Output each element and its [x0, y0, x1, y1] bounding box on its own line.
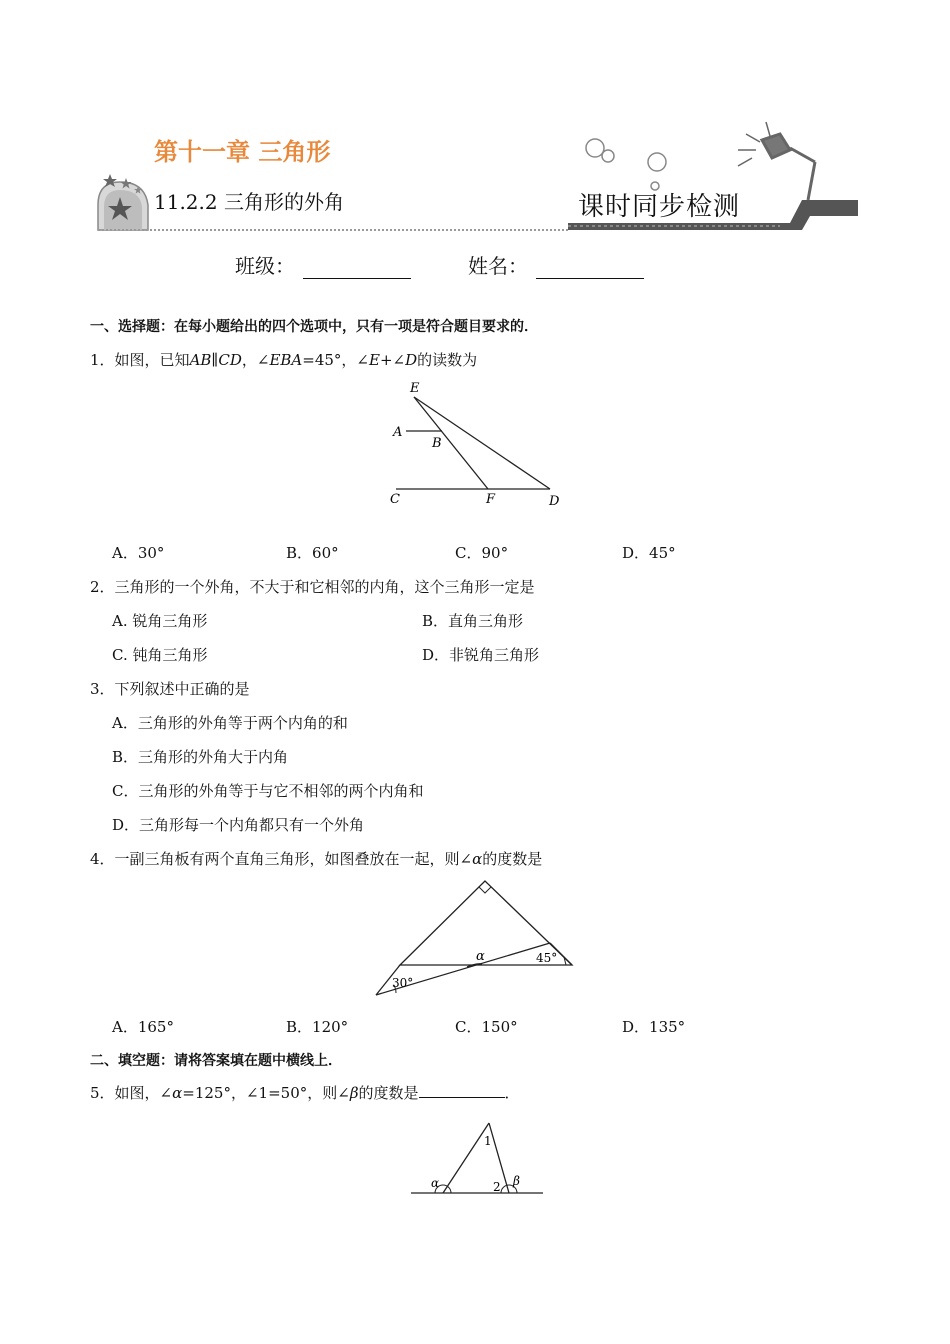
header-banner — [90, 110, 870, 240]
q3-option-c[interactable]: C．三角形的外角等于与它不相邻的两个内角和 — [112, 782, 424, 800]
q1-stem: 1．如图，已知AB∥CD，∠EBA=45°，∠E+∠D的读数为 — [90, 351, 478, 369]
class-field — [235, 250, 411, 279]
part2-heading: 二、填空题：请将答案填在题中横线上． — [90, 1053, 342, 1069]
label-1: 1 — [484, 1134, 492, 1148]
q1-figure — [380, 375, 580, 515]
q2-option-d[interactable]: D．非锐角三角形 — [422, 646, 540, 664]
name-blank[interactable] — [536, 260, 644, 279]
q4-option-b[interactable]: B．120° — [286, 1018, 349, 1036]
q4-stem: 4．一副三角板有两个直角三角形，如图叠放在一起，则∠α的度数是 — [90, 850, 543, 868]
q4-option-d[interactable]: D．135° — [622, 1018, 686, 1036]
name-field — [468, 250, 644, 279]
q4-option-c[interactable]: C．150° — [455, 1018, 518, 1036]
q3-option-b[interactable]: B．三角形的外角大于内角 — [112, 748, 289, 766]
label-B: B — [432, 436, 442, 451]
q4-option-a[interactable]: A．165° — [112, 1018, 174, 1036]
q3-stem: 3．下列叙述中正确的是 — [90, 680, 250, 698]
name-label: 姓名： — [468, 254, 528, 278]
label-beta: β — [513, 1174, 520, 1188]
label-D: D — [549, 494, 560, 509]
label-2: 2 — [493, 1180, 501, 1194]
q3-option-d[interactable]: D．三角形每一个内角都只有一个外角 — [112, 816, 365, 834]
label-E: E — [410, 381, 420, 396]
label-45: 45° — [536, 951, 558, 965]
class-label: 班级： — [235, 254, 295, 278]
q5-answer-blank[interactable] — [419, 1083, 505, 1098]
star-badge-icon — [98, 174, 148, 230]
label-30: 30° — [392, 976, 414, 990]
part1-heading: 一、选择题：在每小题给出的四个选项中，只有一项是符合题目要求的． — [90, 319, 538, 335]
chapter-title: 第十一章 三角形 — [154, 138, 331, 166]
q1-option-c[interactable]: C．90° — [455, 544, 509, 562]
bubble-icon — [586, 139, 604, 157]
label-A: A — [393, 425, 403, 440]
q2-option-b[interactable]: B．直角三角形 — [422, 612, 524, 630]
q3-option-a[interactable]: A．三角形的外角等于两个内角的和 — [112, 714, 348, 732]
q4-figure — [370, 875, 580, 1000]
section-title: 11.2.2 三角形的外角 — [154, 190, 344, 214]
q2-stem: 2．三角形的一个外角，不大于和它相邻的内角，这个三角形一定是 — [90, 578, 535, 596]
q1-option-a[interactable]: A．30° — [112, 544, 165, 562]
class-blank[interactable] — [303, 260, 411, 279]
desk-lamp-icon — [738, 122, 815, 200]
banner-subtitle: 课时同步检测 — [578, 192, 741, 222]
q5-figure — [405, 1115, 550, 1205]
label-alpha: α — [431, 1176, 440, 1190]
label-alpha: α — [476, 949, 485, 964]
q2-option-c[interactable]: C. 钝角三角形 — [112, 646, 208, 664]
q2-option-a[interactable]: A. 锐角三角形 — [112, 612, 208, 630]
q5-stem: 5．如图，∠α=125°，∠1=50°，则∠β的度数是 ． — [90, 1084, 520, 1102]
q1-option-d[interactable]: D．45° — [622, 544, 676, 562]
q1-option-b[interactable]: B．60° — [286, 544, 339, 562]
label-F: F — [486, 492, 496, 507]
label-C: C — [390, 492, 400, 507]
